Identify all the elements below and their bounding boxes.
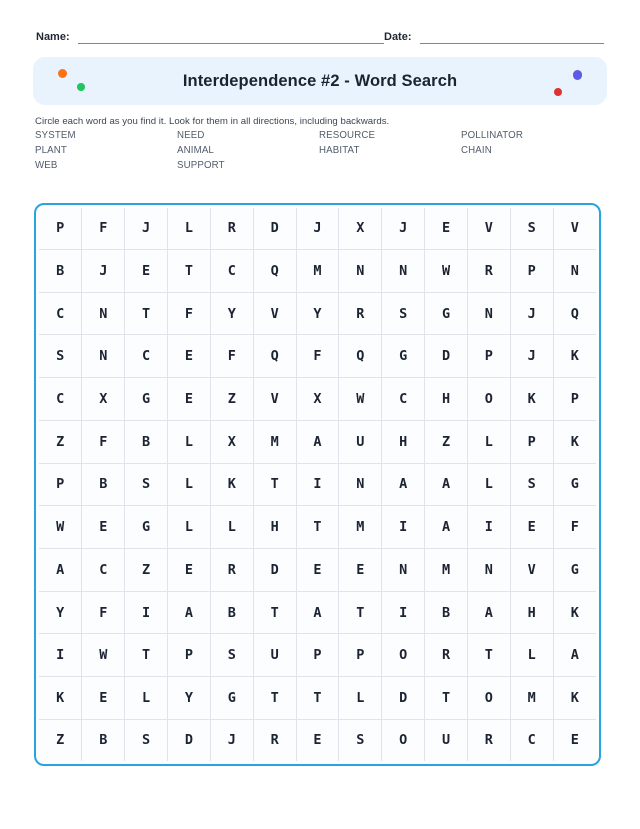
grid-cell[interactable]: X xyxy=(210,420,253,463)
grid-cell[interactable]: R xyxy=(210,549,253,592)
word-list xyxy=(35,130,605,175)
grid-cell[interactable]: R xyxy=(467,249,510,292)
grid-cell[interactable]: T xyxy=(253,591,296,634)
grid-cell[interactable]: I xyxy=(39,634,82,677)
grid-cell[interactable]: Q xyxy=(553,292,596,335)
date-field-group xyxy=(384,30,604,44)
word-item[interactable]: SUPPORT xyxy=(177,160,225,171)
grid-cell[interactable]: A xyxy=(467,591,510,634)
grid-cell[interactable]: K xyxy=(510,378,553,421)
word-item[interactable]: CHAIN xyxy=(461,145,492,156)
grid-cell[interactable]: Y xyxy=(39,591,82,634)
grid-cell[interactable]: L xyxy=(168,420,211,463)
grid-row xyxy=(39,677,596,720)
grid-cell[interactable]: P xyxy=(553,378,596,421)
grid-cell[interactable]: G xyxy=(125,506,168,549)
grid-cell[interactable]: A xyxy=(296,591,339,634)
grid-row xyxy=(39,463,596,506)
grid-cell[interactable]: U xyxy=(253,634,296,677)
grid-cell[interactable]: G xyxy=(553,549,596,592)
grid-cell[interactable]: C xyxy=(382,378,425,421)
grid-cell[interactable]: M xyxy=(296,249,339,292)
word-list-row xyxy=(35,160,605,175)
grid-cell[interactable]: G xyxy=(425,292,468,335)
grid-cell[interactable]: P xyxy=(39,208,82,249)
grid-cell[interactable]: J xyxy=(510,292,553,335)
grid-cell[interactable]: N xyxy=(467,292,510,335)
name-date-row xyxy=(36,30,604,44)
grid-cell[interactable]: R xyxy=(467,719,510,761)
grid-cell[interactable]: G xyxy=(210,677,253,720)
grid-cell[interactable]: D xyxy=(425,335,468,378)
grid-cell[interactable]: J xyxy=(125,208,168,249)
grid-cell[interactable]: R xyxy=(210,208,253,249)
grid-cell[interactable]: E xyxy=(125,249,168,292)
grid-cell[interactable]: M xyxy=(253,420,296,463)
grid-cell[interactable]: E xyxy=(82,677,125,720)
grid-cell[interactable]: B xyxy=(210,591,253,634)
grid-cell[interactable]: T xyxy=(125,292,168,335)
grid-cell[interactable]: I xyxy=(467,506,510,549)
grid-row xyxy=(39,420,596,463)
grid-cell[interactable]: N xyxy=(382,549,425,592)
grid-cell[interactable]: E xyxy=(82,506,125,549)
grid-cell[interactable]: T xyxy=(253,677,296,720)
grid-cell[interactable]: A xyxy=(553,634,596,677)
grid-cell[interactable]: K xyxy=(553,335,596,378)
grid-cell[interactable]: N xyxy=(339,463,382,506)
grid-cell[interactable]: F xyxy=(82,208,125,249)
grid-cell[interactable]: E xyxy=(425,208,468,249)
grid-cell[interactable]: R xyxy=(425,634,468,677)
grid-cell[interactable]: Z xyxy=(39,719,82,761)
grid-cell[interactable]: V xyxy=(253,292,296,335)
grid-cell[interactable]: M xyxy=(339,506,382,549)
grid-cell[interactable]: V xyxy=(553,208,596,249)
word-list-row xyxy=(35,145,605,160)
grid-cell[interactable]: P xyxy=(296,634,339,677)
title-banner xyxy=(33,57,607,105)
grid-cell[interactable]: P xyxy=(39,463,82,506)
grid-cell[interactable]: E xyxy=(510,506,553,549)
grid-cell[interactable]: L xyxy=(168,506,211,549)
grid-row xyxy=(39,719,596,761)
grid-cell[interactable]: P xyxy=(510,420,553,463)
grid-cell[interactable]: S xyxy=(339,719,382,761)
date-input-line[interactable] xyxy=(420,30,604,44)
grid-cell[interactable]: C xyxy=(510,719,553,761)
name-input-line[interactable] xyxy=(78,30,384,44)
grid-cell[interactable]: C xyxy=(39,378,82,421)
grid-cell[interactable]: T xyxy=(467,634,510,677)
grid-cell[interactable]: B xyxy=(39,249,82,292)
grid-cell[interactable]: K xyxy=(553,591,596,634)
grid-cell[interactable]: X xyxy=(339,208,382,249)
grid-cell[interactable]: H xyxy=(382,420,425,463)
grid-cell[interactable]: Z xyxy=(39,420,82,463)
blue-dot-icon xyxy=(573,70,583,80)
orange-dot-icon xyxy=(58,69,67,78)
grid-cell[interactable]: O xyxy=(467,378,510,421)
grid-cell[interactable]: M xyxy=(510,677,553,720)
grid-cell[interactable]: H xyxy=(425,378,468,421)
grid-cell[interactable]: B xyxy=(82,463,125,506)
grid-cell[interactable]: L xyxy=(168,463,211,506)
grid-cell[interactable]: A xyxy=(425,463,468,506)
instructions-text: Circle each word as you find it. Look for them in all directions, including backwards. xyxy=(35,116,390,127)
grid-cell[interactable]: C xyxy=(210,249,253,292)
grid-cell[interactable]: D xyxy=(168,719,211,761)
grid-cell[interactable]: F xyxy=(296,335,339,378)
grid-cell[interactable]: Z xyxy=(210,378,253,421)
grid-cell[interactable]: F xyxy=(168,292,211,335)
grid-cell[interactable]: D xyxy=(253,208,296,249)
grid-cell[interactable]: E xyxy=(339,549,382,592)
word-search-grid-container xyxy=(34,203,601,766)
grid-cell[interactable]: W xyxy=(82,634,125,677)
grid-cell[interactable]: G xyxy=(553,463,596,506)
grid-cell[interactable]: N xyxy=(467,549,510,592)
grid-cell[interactable]: P xyxy=(467,335,510,378)
grid-cell[interactable]: W xyxy=(39,506,82,549)
grid-cell[interactable]: Y xyxy=(168,677,211,720)
word-item[interactable]: SYSTEM xyxy=(35,130,76,141)
grid-cell[interactable]: E xyxy=(168,378,211,421)
grid-cell[interactable]: T xyxy=(339,591,382,634)
grid-cell[interactable]: X xyxy=(296,378,339,421)
grid-cell[interactable]: B xyxy=(82,719,125,761)
grid-cell[interactable]: U xyxy=(425,719,468,761)
grid-cell[interactable]: S xyxy=(510,208,553,249)
grid-cell[interactable]: S xyxy=(210,634,253,677)
grid-cell[interactable]: Q xyxy=(253,335,296,378)
grid-cell[interactable]: T xyxy=(296,677,339,720)
name-field-group xyxy=(36,30,384,44)
grid-cell[interactable]: S xyxy=(125,463,168,506)
grid-cell[interactable]: D xyxy=(253,549,296,592)
grid-cell[interactable]: G xyxy=(382,335,425,378)
grid-cell[interactable]: K xyxy=(553,420,596,463)
grid-cell[interactable]: Q xyxy=(339,335,382,378)
grid-cell[interactable]: E xyxy=(168,335,211,378)
word-item[interactable]: ANIMAL xyxy=(177,145,214,156)
grid-row xyxy=(39,591,596,634)
grid-cell[interactable]: S xyxy=(510,463,553,506)
word-search-grid xyxy=(39,208,596,761)
grid-cell[interactable]: C xyxy=(39,292,82,335)
grid-cell[interactable]: P xyxy=(168,634,211,677)
grid-cell[interactable]: N xyxy=(339,249,382,292)
grid-cell[interactable]: T xyxy=(125,634,168,677)
grid-cell[interactable]: F xyxy=(82,591,125,634)
word-item[interactable]: NEED xyxy=(177,130,205,141)
word-item[interactable]: RESOURCE xyxy=(319,130,376,141)
grid-cell[interactable]: Y xyxy=(296,292,339,335)
grid-cell[interactable]: W xyxy=(339,378,382,421)
word-item[interactable]: PLANT xyxy=(35,145,67,156)
grid-cell[interactable]: C xyxy=(82,549,125,592)
grid-cell[interactable]: K xyxy=(210,463,253,506)
grid-cell[interactable]: I xyxy=(296,463,339,506)
grid-cell[interactable]: L xyxy=(125,677,168,720)
grid-cell[interactable]: J xyxy=(82,249,125,292)
grid-cell[interactable]: J xyxy=(296,208,339,249)
grid-cell[interactable]: U xyxy=(339,420,382,463)
date-label: Date: xyxy=(384,31,412,43)
grid-cell[interactable]: W xyxy=(425,249,468,292)
grid-cell[interactable]: T xyxy=(296,506,339,549)
grid-cell[interactable]: H xyxy=(253,506,296,549)
grid-cell[interactable]: I xyxy=(382,506,425,549)
page-title: Interdependence #2 - Word Search xyxy=(182,71,458,90)
grid-cell[interactable]: F xyxy=(210,335,253,378)
grid-cell[interactable]: P xyxy=(510,249,553,292)
grid-row xyxy=(39,549,596,592)
grid-cell[interactable]: F xyxy=(553,506,596,549)
grid-cell[interactable]: E xyxy=(168,549,211,592)
grid-cell[interactable]: I xyxy=(125,591,168,634)
grid-cell[interactable]: F xyxy=(82,420,125,463)
grid-cell[interactable]: J xyxy=(510,335,553,378)
grid-row xyxy=(39,335,596,378)
grid-cell[interactable]: G xyxy=(125,378,168,421)
green-dot-icon xyxy=(77,83,85,91)
grid-cell[interactable]: O xyxy=(382,634,425,677)
grid-cell[interactable]: A xyxy=(382,463,425,506)
word-item[interactable]: POLLINATOR xyxy=(461,130,523,141)
grid-cell[interactable]: R xyxy=(339,292,382,335)
grid-cell[interactable]: B xyxy=(425,591,468,634)
grid-cell[interactable]: L xyxy=(467,463,510,506)
grid-row xyxy=(39,506,596,549)
grid-cell[interactable]: E xyxy=(553,719,596,761)
grid-cell[interactable]: C xyxy=(125,335,168,378)
grid-cell[interactable]: S xyxy=(39,335,82,378)
grid-cell[interactable]: T xyxy=(253,463,296,506)
word-item[interactable]: WEB xyxy=(35,160,58,171)
grid-cell[interactable]: P xyxy=(339,634,382,677)
grid-row xyxy=(39,634,596,677)
word-list-row xyxy=(35,130,605,145)
grid-cell[interactable]: Q xyxy=(253,249,296,292)
grid-cell[interactable]: L xyxy=(510,634,553,677)
grid-cell[interactable]: A xyxy=(425,506,468,549)
red-dot-icon xyxy=(554,88,562,96)
grid-cell[interactable]: S xyxy=(125,719,168,761)
grid-cell[interactable]: D xyxy=(382,677,425,720)
grid-cell[interactable]: A xyxy=(296,420,339,463)
grid-cell[interactable]: X xyxy=(82,378,125,421)
grid-cell[interactable]: A xyxy=(168,591,211,634)
grid-row xyxy=(39,378,596,421)
grid-cell[interactable]: V xyxy=(510,549,553,592)
grid-cell[interactable]: E xyxy=(296,549,339,592)
grid-cell[interactable]: V xyxy=(467,208,510,249)
grid-cell[interactable]: J xyxy=(382,208,425,249)
grid-cell[interactable]: K xyxy=(39,677,82,720)
grid-cell[interactable]: J xyxy=(210,719,253,761)
grid-cell[interactable]: S xyxy=(382,292,425,335)
grid-cell[interactable]: O xyxy=(467,677,510,720)
grid-cell[interactable]: M xyxy=(425,549,468,592)
grid-cell[interactable]: T xyxy=(425,677,468,720)
grid-cell[interactable]: L xyxy=(339,677,382,720)
grid-cell[interactable]: N xyxy=(82,292,125,335)
grid-cell[interactable]: L xyxy=(210,506,253,549)
grid-cell[interactable]: L xyxy=(467,420,510,463)
grid-cell[interactable]: H xyxy=(510,591,553,634)
word-item[interactable]: HABITAT xyxy=(319,145,360,156)
grid-cell[interactable]: I xyxy=(382,591,425,634)
grid-cell[interactable]: Y xyxy=(210,292,253,335)
grid-cell[interactable]: E xyxy=(296,719,339,761)
grid-cell[interactable]: Z xyxy=(125,549,168,592)
grid-cell[interactable]: L xyxy=(168,208,211,249)
grid-cell[interactable]: N xyxy=(553,249,596,292)
grid-cell[interactable]: N xyxy=(382,249,425,292)
grid-cell[interactable]: O xyxy=(382,719,425,761)
grid-cell[interactable]: B xyxy=(125,420,168,463)
grid-cell[interactable]: T xyxy=(168,249,211,292)
grid-cell[interactable]: V xyxy=(253,378,296,421)
grid-row xyxy=(39,292,596,335)
grid-row xyxy=(39,249,596,292)
grid-cell[interactable]: R xyxy=(253,719,296,761)
grid-row xyxy=(39,208,596,249)
grid-cell[interactable]: K xyxy=(553,677,596,720)
name-label: Name: xyxy=(36,31,70,43)
grid-cell[interactable]: N xyxy=(82,335,125,378)
grid-cell[interactable]: A xyxy=(39,549,82,592)
grid-cell[interactable]: Z xyxy=(425,420,468,463)
